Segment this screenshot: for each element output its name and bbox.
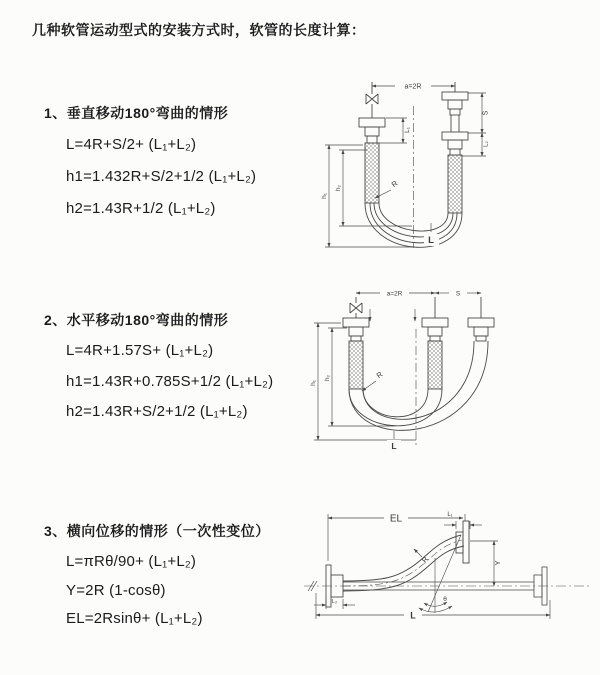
page-title: 几种软管运动型式的安装方式时，软管的长度计算：	[32, 22, 366, 38]
dim-label-travel: S	[482, 110, 490, 116]
valve-icon	[366, 94, 378, 104]
section2-formula-h2: h2=1.43R+S/2+1/2 (L₁+L₂)	[66, 403, 248, 420]
section2-formula-L: L=4R+1.57S+ (L₁+L₂)	[66, 342, 214, 359]
dim-label-angle: θ	[443, 596, 447, 603]
left-pipe-assembly	[359, 82, 385, 203]
section1-heading: 1、垂直移动180°弯曲的情形	[44, 105, 229, 121]
dim-label-fitting1: L₁	[447, 512, 453, 518]
dimensions	[314, 290, 481, 440]
dim-label-span: a=2R	[404, 83, 422, 91]
dim-label-offset: Y	[493, 560, 502, 566]
section3-formula-L: L=πRθ/90+ (L₁+L₂)	[66, 553, 197, 570]
dim-label-height2: h₂	[335, 184, 342, 192]
diagram-vertical-180-bend	[315, 70, 595, 260]
section3-formula-Y: Y=2R (1-cosθ)	[66, 582, 166, 599]
middle-pipe-assembly	[422, 297, 448, 389]
dim-label-left-fitting: L₁	[404, 127, 411, 133]
dim-label-length: L	[391, 441, 397, 451]
diagram-lateral-displacement	[298, 505, 598, 647]
dim-label-radius: R	[374, 369, 385, 381]
braided-hose-section	[428, 341, 442, 389]
section3-heading: 3、横向位移的情形（一次性变位）	[44, 523, 270, 539]
construction-lines	[419, 535, 461, 613]
left-pipe-assembly	[343, 297, 369, 389]
right-pipe-assembly	[442, 82, 468, 213]
dim-label-fitting2: L₂	[331, 599, 338, 605]
braided-hose-section	[365, 143, 379, 203]
dim-label-right-fitting: L₂	[483, 141, 490, 147]
dim-label-height1: h₁	[321, 193, 328, 199]
braided-hose-section	[448, 155, 462, 213]
section1-formula-h1: h1=1.432R+S/2+1/2 (L₁+L₂)	[66, 168, 257, 185]
dim-label-radius: R	[389, 178, 400, 190]
section3-formula-EL: EL=2Rsinθ+ (L₁+L₂)	[66, 610, 203, 627]
valve-icon	[350, 303, 362, 313]
right-pipe-assembly	[468, 297, 494, 341]
dim-label-length: L	[428, 235, 434, 246]
section1-formula-h2: h2=1.43R+1/2 (L₁+L₂)	[66, 200, 216, 217]
dim-label-height1: h₁	[310, 380, 317, 386]
dim-label-length: L	[410, 610, 416, 621]
dim-label-radius: R	[421, 556, 431, 565]
dim-label-span: a=2R	[386, 290, 403, 298]
diagram-horizontal-180-bend	[306, 283, 598, 458]
section2-formula-h1: h1=1.43R+0.785S+1/2 (L₁+L₂)	[66, 373, 274, 390]
section2-heading: 2、水平移动180°弯曲的情形	[44, 312, 229, 328]
braided-hose-section	[349, 341, 363, 389]
dim-label-travel: S	[455, 290, 461, 298]
dim-label-el: EL	[389, 513, 403, 525]
dim-label-height2: h₂	[324, 374, 331, 382]
hose-s-curve	[343, 535, 464, 591]
section1-formula-L: L=4R+S/2+ (L₁+L₂)	[66, 136, 197, 153]
